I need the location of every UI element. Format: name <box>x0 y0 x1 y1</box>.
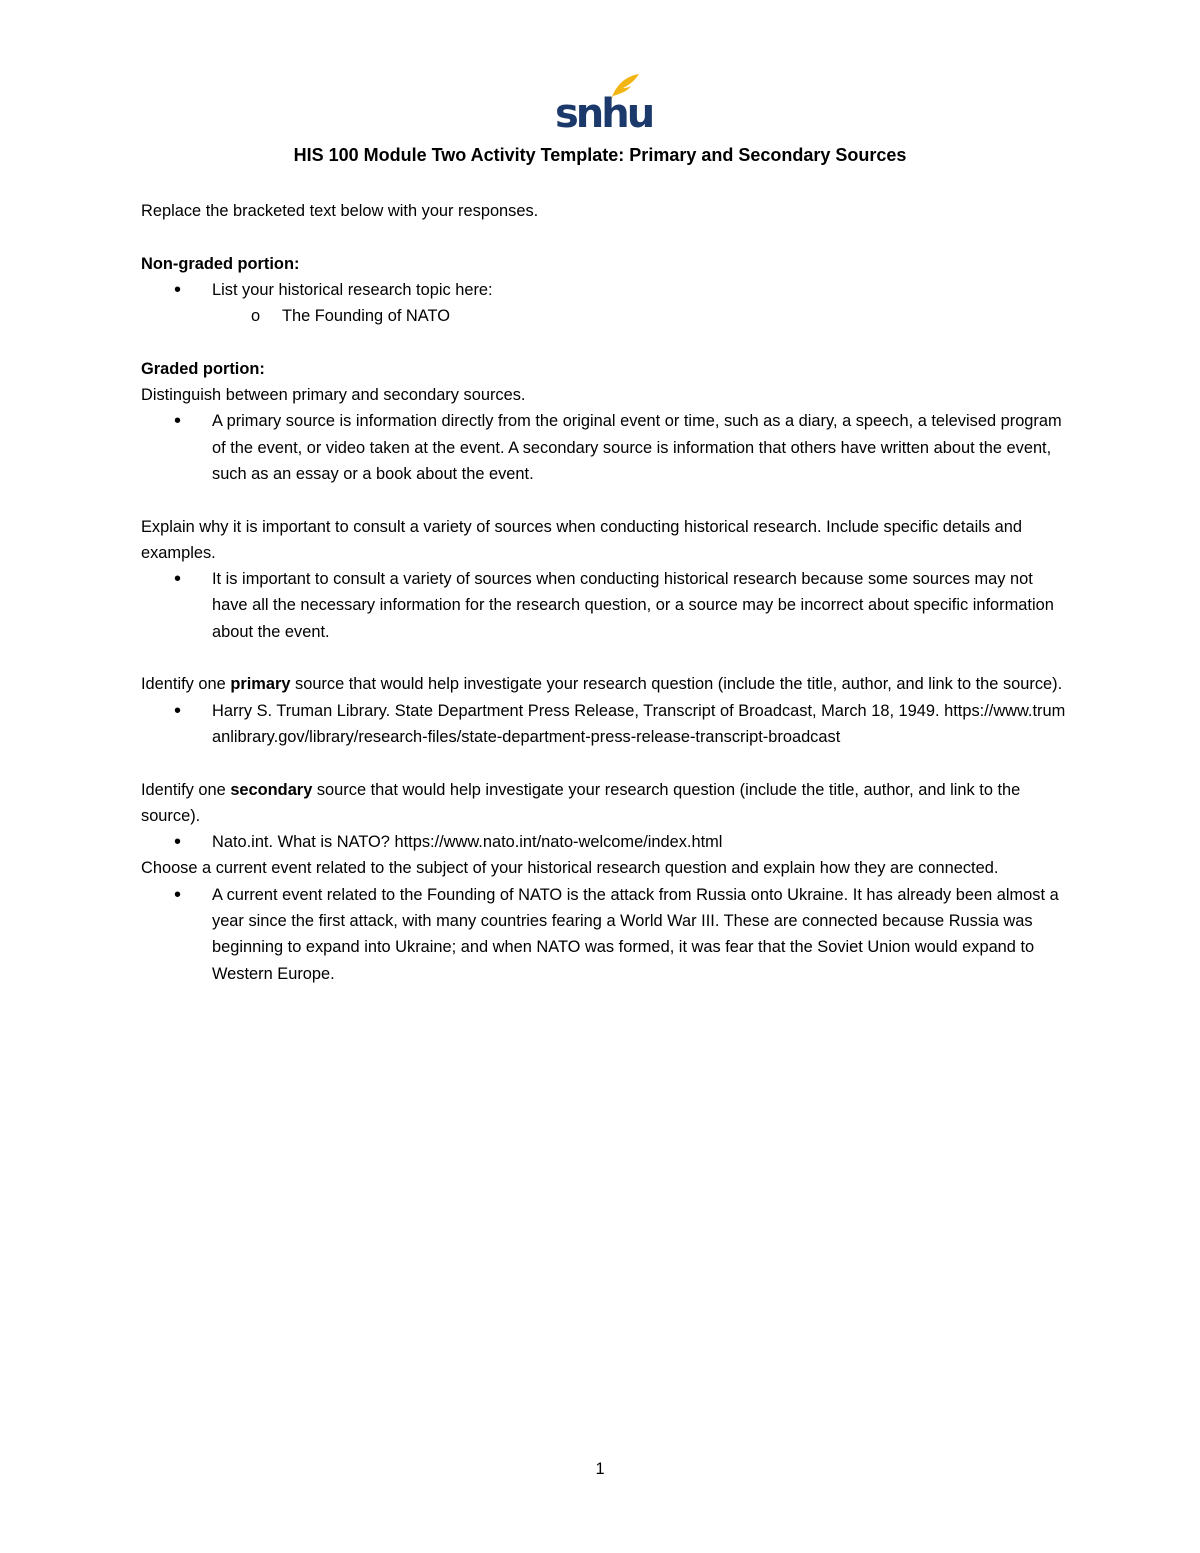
snhu-logo <box>555 72 653 137</box>
intro-text: Replace the bracketed text below with your responses. <box>141 202 539 220</box>
answer-4: • Nato.int. What is NATO? https://www.nato.int/nato-welcome/index.html <box>141 829 1066 855</box>
answer-2: • It is important to consult a variety of sources when conducting historical research because some sources may not have all the necessary information for the research question, or a source may be incorrect about specific information about the event. <box>141 566 1066 645</box>
question-2: Explain why it is important to consult a variety of sources when conducting historical research. Include specific details and examples. <box>141 517 1022 562</box>
page-number: 1 <box>595 1460 605 1478</box>
document-body <box>141 198 1066 987</box>
logo-wordmark: snhu <box>555 91 653 137</box>
question-5: Choose a current event related to the subject of your historical research question and explain how they are connected. <box>141 859 999 878</box>
list-item: • List your historical research topic here: <box>141 277 1066 303</box>
question-4: Identify one secondary source that would help investigate your research question (include the title, author, and link to the source). <box>141 780 1021 825</box>
graded-heading: Graded portion: <box>141 359 265 378</box>
question-1: Distinguish between primary and secondary sources. <box>141 386 526 405</box>
nongraded-heading: Non-graded portion: <box>141 254 300 273</box>
answer-5: • A current event related to the Founding of NATO is the attack from Russia onto Ukraine. It has already been almost a year since the first attack, with many countries fearing a World War III. These are connected because Russia was beginning to expand into Ukraine; and when NATO was formed, it was fear that the Soviet Union would expand to Western Europe. <box>141 882 1066 987</box>
answer-1: • A primary source is information directly from the original event or time, such as a diary, a speech, a televised program of the event, or video taken at the event. A secondary source is information that others have written about the event, such as an essay or a book about the event. <box>141 408 1066 487</box>
question-3: Identify one primary source that would help investigate your research question (include the title, author, and link to the source). <box>141 675 1063 694</box>
list-subitem: o The Founding of NATO <box>141 303 1066 329</box>
document-title: HIS 100 Module Two Activity Template: Primary and Secondary Sources <box>293 145 907 165</box>
answer-3: • Harry S. Truman Library. State Department Press Release, Transcript of Broadcast, March 18, 1949. https://www.trumanlibrary.gov/library/research-files/state-department-press-release-transcript-broadcast <box>141 698 1066 751</box>
